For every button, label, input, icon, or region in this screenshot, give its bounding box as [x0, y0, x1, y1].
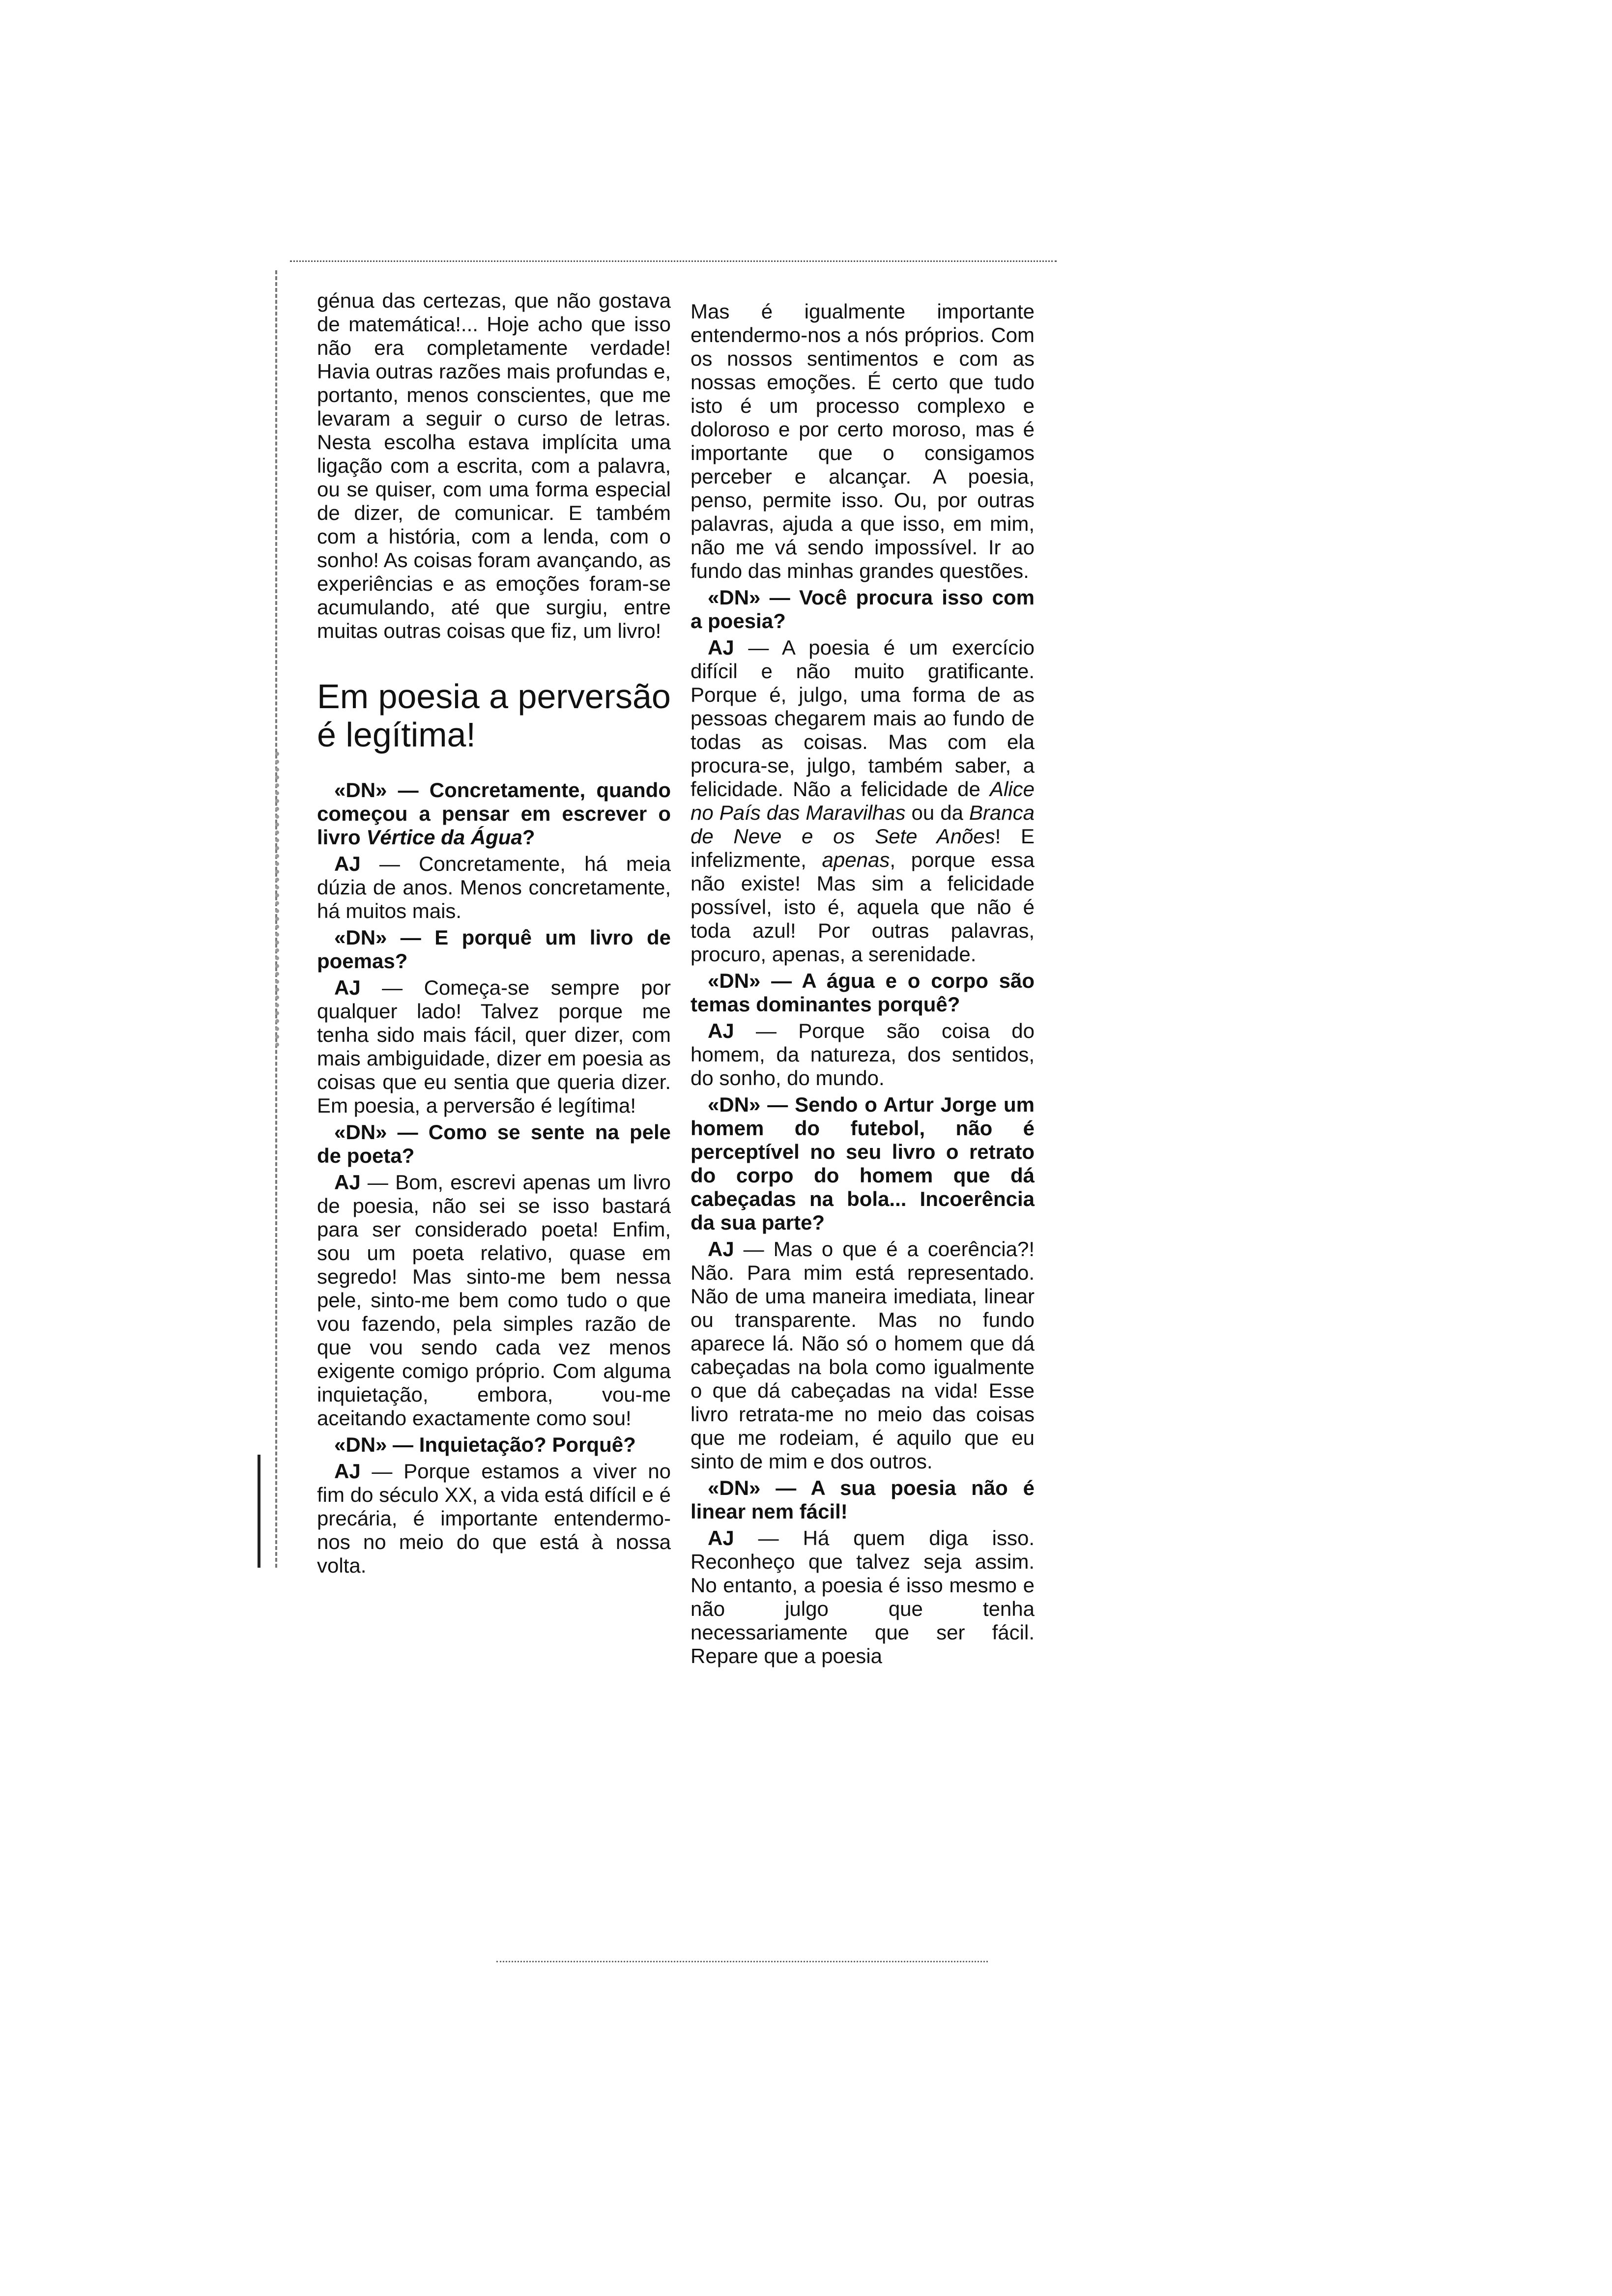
clipping-left-shadow [275, 752, 279, 1047]
answer-5 [691, 636, 1035, 966]
question-4: «DN» — Inquietação? Porquê? [334, 1433, 636, 1456]
answer-4 [317, 1460, 671, 1578]
question-5: «DN» — Você procura isso com a poesia? [691, 586, 1035, 632]
answer-6 [691, 1019, 1035, 1090]
question-8: «DN» — A sua poesia não é linear nem fácil! [691, 1476, 1035, 1523]
answer-5-text-1: — A poesia é um exercício difícil e não muito gratificante. Porque é, julgo, uma forma de as pessoas chegarem mais ao fundo de todas as coisas. Mas com ela procura-se, julgo, também saber, a felicidade. Não a felicidade de [691, 636, 1035, 801]
question-1-suffix: ? [522, 826, 535, 849]
question-1-text: «DN» — Concretamente, quando começou a pensar em escrever o livro [317, 778, 671, 849]
answer-8-speaker: AJ [708, 1526, 734, 1550]
answer-5-text-2: ou da [905, 801, 969, 824]
intro-paragraph-left: génua das certezas, que não gostava de matemática!... Hoje acho que isso não era completamente verdade! Havia outras razões mais profundas e, portanto, menos conscientes, que me levaram a seguir o curso de letras. Nesta escolha estava implícita uma ligação com a escrita, com a palavra, ou se quiser, com uma forma especial de dizer, de comunicar. E também com a história, com a lenda, com o sonho! As coisas foram avançando, as experiências e as emoções foram-se acumulando, até que surgiu, entre muitas outras coisas que fiz, um livro! [317, 289, 671, 642]
answer-1 [317, 852, 671, 923]
newspaper-clipping [275, 260, 1042, 1966]
answer-1-text: — Concretamente, há meia dúzia de anos. Menos concretamente, há muitos mais. [317, 852, 671, 922]
answer-2-speaker: AJ [334, 976, 361, 999]
left-column [317, 289, 671, 1580]
answer-4-text: — Porque estamos a viver no fim do século XX, a vida está difícil e é precária, é importante entendermo-nos no meio do que está à nossa volta. [317, 1460, 671, 1577]
answer-7 [691, 1237, 1035, 1473]
answer-2 [317, 976, 671, 1118]
answer-5-italic-1: Alice no País das Maravilhas [691, 777, 1035, 824]
answer-5-text-3: ! E infelizmente, [691, 825, 1035, 871]
right-column [691, 300, 1035, 1671]
answer-3-speaker: AJ [334, 1171, 361, 1194]
answer-3-text: — Bom, escrevi apenas um livro de poesia, não sei se isso bastará para ser considerado poeta! Enfim, sou um poeta relativo, quase em segredo! Mas sinto-me bem nessa pele, sinto-me bem como tudo o que vou fazendo, pela simples razão de que vou sendo cada vez menos exigente comigo próprio. Com alguma inquietação, embora, vou-me aceitando exactamente como sou! [317, 1171, 671, 1430]
clipping-top-edge [290, 260, 1057, 262]
answer-7-speaker: AJ [708, 1237, 734, 1261]
answer-6-text: — Porque são coisa do homem, da natureza, dos sentidos, do sonho, do mundo. [691, 1019, 1035, 1090]
clipping-left-mark [258, 1455, 260, 1568]
answer-5-italic-3: apenas [822, 848, 890, 871]
answer-5-text-4: , porque essa não existe! Mas sim a felicidade possível, isto é, aquela que não é toda azul! Por outras palavras, procuro, apenas, a serenidade. [691, 848, 1035, 966]
answer-6-speaker: AJ [708, 1019, 734, 1042]
answer-8 [691, 1526, 1035, 1668]
question-2: «DN» — E porquê um livro de poemas? [317, 926, 671, 973]
question-1 [317, 778, 671, 849]
answer-5-speaker: AJ [708, 636, 734, 659]
book-title: Vértice da Água [366, 826, 522, 849]
intro-paragraph-right: Mas é igualmente importante entendermo-nos a nós próprios. Com os nossos sentimentos e com as nossas emoções. É certo que tudo isto é um processo complexo e doloroso e por certo moroso, mas é importante que o consigamos perceber e alcançar. A poesia, penso, permite isso. Ou, por outras palavras, ajuda a que isso, em mim, não me vá sendo impossível. Ir ao fundo das minhas grandes questões. [691, 300, 1035, 582]
answer-4-speaker: AJ [334, 1460, 361, 1483]
answer-8-text: — Há quem diga isso. Reconheço que talvez seja assim. No entanto, a poesia é isso mesmo e não julgo que tenha necessariamente que ser fácil. Repare que a poesia [691, 1526, 1035, 1667]
answer-7-text: — Mas o que é a coerência?! Não. Para mim está representado. Não de uma maneira imediata, linear ou transparente. Mas no fundo aparece lá. Não só o homem que dá cabeçadas na bola como igualmente o que dá cabeçadas na vida! Esse livro retrata-me no meio das coisas que me rodeiam, é aquilo que eu sinto de mim e dos outros. [691, 1237, 1035, 1473]
question-3: «DN» — Como se sente na pele de poeta? [317, 1120, 671, 1167]
article-subtitle: Em poesia a perversão é legítima! [317, 677, 671, 754]
clipping-bottom-edge [496, 1961, 988, 1962]
answer-3 [317, 1171, 671, 1430]
answer-5-italic-2: Branca de Neve e os Sete Anões [691, 801, 1035, 848]
question-7: «DN» — Sendo o Artur Jorge um homem do futebol, não é perceptível no seu livro o retrato do corpo do homem que dá cabeçadas na bola... Incoerência da sua parte? [691, 1093, 1035, 1234]
answer-2-text: — Começa-se sempre por qualquer lado! Talvez porque me tenha sido mais fácil, quer dizer, com mais ambiguidade, dizer em poesia as coisas que eu sentia que queria dizer. Em poesia, a perversão é legítima! [317, 976, 671, 1117]
answer-1-speaker: AJ [334, 852, 361, 875]
question-6: «DN» — A água e o corpo são temas dominantes porquê? [691, 969, 1035, 1016]
